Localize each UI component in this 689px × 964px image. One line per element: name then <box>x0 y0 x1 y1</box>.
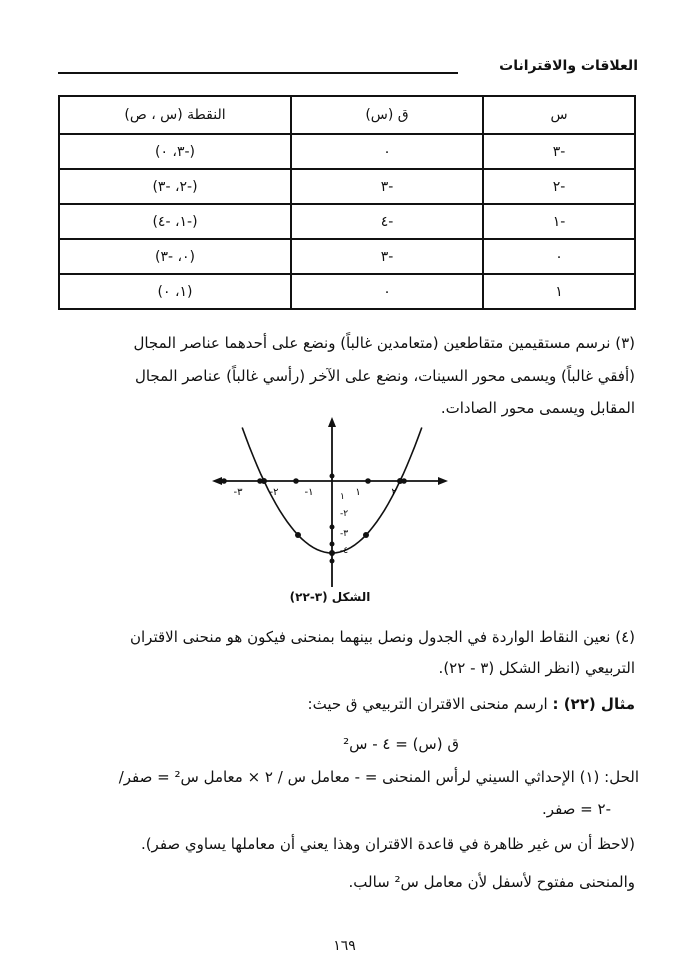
table-row <box>59 204 635 239</box>
x-tick-dot <box>401 478 407 484</box>
data-point <box>329 550 335 556</box>
cell-fx: ٠ <box>291 274 483 309</box>
example-formula: ق (س) = ٤ - س² <box>343 735 459 753</box>
table-header-row <box>59 96 635 134</box>
y-axis-arrow-up <box>328 417 336 427</box>
cell-fx: -٤ <box>291 204 483 239</box>
step3-line3: المقابل ويسمى محور الصادات. <box>440 399 635 417</box>
step4-line2: التربيعي (انظر الشكل (٣ - ٢٢). <box>438 659 635 677</box>
cell-point: (-٢، -٣) <box>59 169 291 204</box>
y-tick-dot <box>330 542 335 547</box>
x-axis-arrow-right <box>438 477 448 485</box>
x-tick-label: -٣ <box>233 487 243 498</box>
figure-caption: الشكل (٣-٢٢) <box>289 590 371 604</box>
x-tick-dot <box>365 478 371 484</box>
x-tick-label: ٢ <box>391 487 397 498</box>
cell-fx: ٠ <box>291 134 483 169</box>
chapter-title: العلاقات والاقترانات <box>499 58 638 74</box>
example-line <box>308 689 635 720</box>
y-tick-dot <box>330 559 335 564</box>
page-number: ١٦٩ <box>333 938 356 954</box>
example-label: مثال (٢٢) : <box>552 695 635 713</box>
y-tick-label: ١ <box>340 492 345 502</box>
y-tick-dot <box>330 525 335 530</box>
data-point <box>295 532 301 538</box>
y-tick-label: -٢ <box>340 509 349 519</box>
page-header <box>58 56 638 78</box>
values-table <box>58 95 636 310</box>
cell-point: (-١، -٤) <box>59 204 291 239</box>
cell-x: -١ <box>483 204 635 239</box>
cell-x: ١ <box>483 274 635 309</box>
solution-line2: -٢ = صفر. <box>542 800 611 818</box>
solution-line1: الحل: (١) الإحداثي السيني لرأس المنحنى = - معامل س / ٢ × معامل س² = صفر/ <box>118 768 639 786</box>
step3-line1: (٣) نرسم مستقيمين متقاطعين (متعامدين غالباً) ونضع على أحدهما عناصر المجال <box>133 334 635 352</box>
col-header-fx: ق (س) <box>291 96 483 134</box>
col-header-point: النقطة (س ، ص) <box>59 96 291 134</box>
cell-point: (٠، -٣) <box>59 239 291 274</box>
step4-line1: (٤) نعين النقاط الواردة في الجدول ونصل بينهما بمنحنى فيكون هو منحنى الاقتران <box>130 628 635 646</box>
cell-fx: -٣ <box>291 239 483 274</box>
table-row <box>59 274 635 309</box>
step3-line2: (أفقي غالباً) ويسمى محور السينات، ونضع على الآخر (رأسي غالباً) عناصر المجال <box>134 367 635 385</box>
x-tick-label: -١ <box>304 487 314 498</box>
cell-x: -٣ <box>483 134 635 169</box>
y-tick-label: -٤ <box>340 546 349 556</box>
x-axis-arrow-left <box>212 477 222 485</box>
cell-x: -٢ <box>483 169 635 204</box>
y-tick-label: -٣ <box>340 529 349 539</box>
parabola-graph <box>208 415 458 590</box>
cell-point: (١، ٠) <box>59 274 291 309</box>
cell-fx: -٣ <box>291 169 483 204</box>
table-row <box>59 169 635 204</box>
x-tick-label: ١ <box>355 487 361 498</box>
header-rule <box>58 72 458 74</box>
note-line2: والمنحنى مفتوح لأسفل لأن معامل س² سالب. <box>348 873 635 891</box>
graph-ticks <box>234 487 397 556</box>
example-text: ارسم منحنى الاقتران التربيعي ق حيث: <box>307 695 548 713</box>
cell-x: ٠ <box>483 239 635 274</box>
note-line1: (لاحظ أن س غير ظاهرة في قاعدة الاقتران وهذا يعني أن معاملها يساوي صفر). <box>140 835 635 853</box>
y-tick-dot <box>330 474 335 479</box>
x-tick-dot <box>221 478 227 484</box>
x-tick-dot <box>257 478 263 484</box>
cell-point: (-٣، ٠) <box>59 134 291 169</box>
table-row <box>59 239 635 274</box>
table-row <box>59 134 635 169</box>
x-tick-dot <box>293 478 299 484</box>
data-point <box>363 532 369 538</box>
col-header-x: س <box>483 96 635 134</box>
x-tick-label: -٢ <box>269 487 279 498</box>
